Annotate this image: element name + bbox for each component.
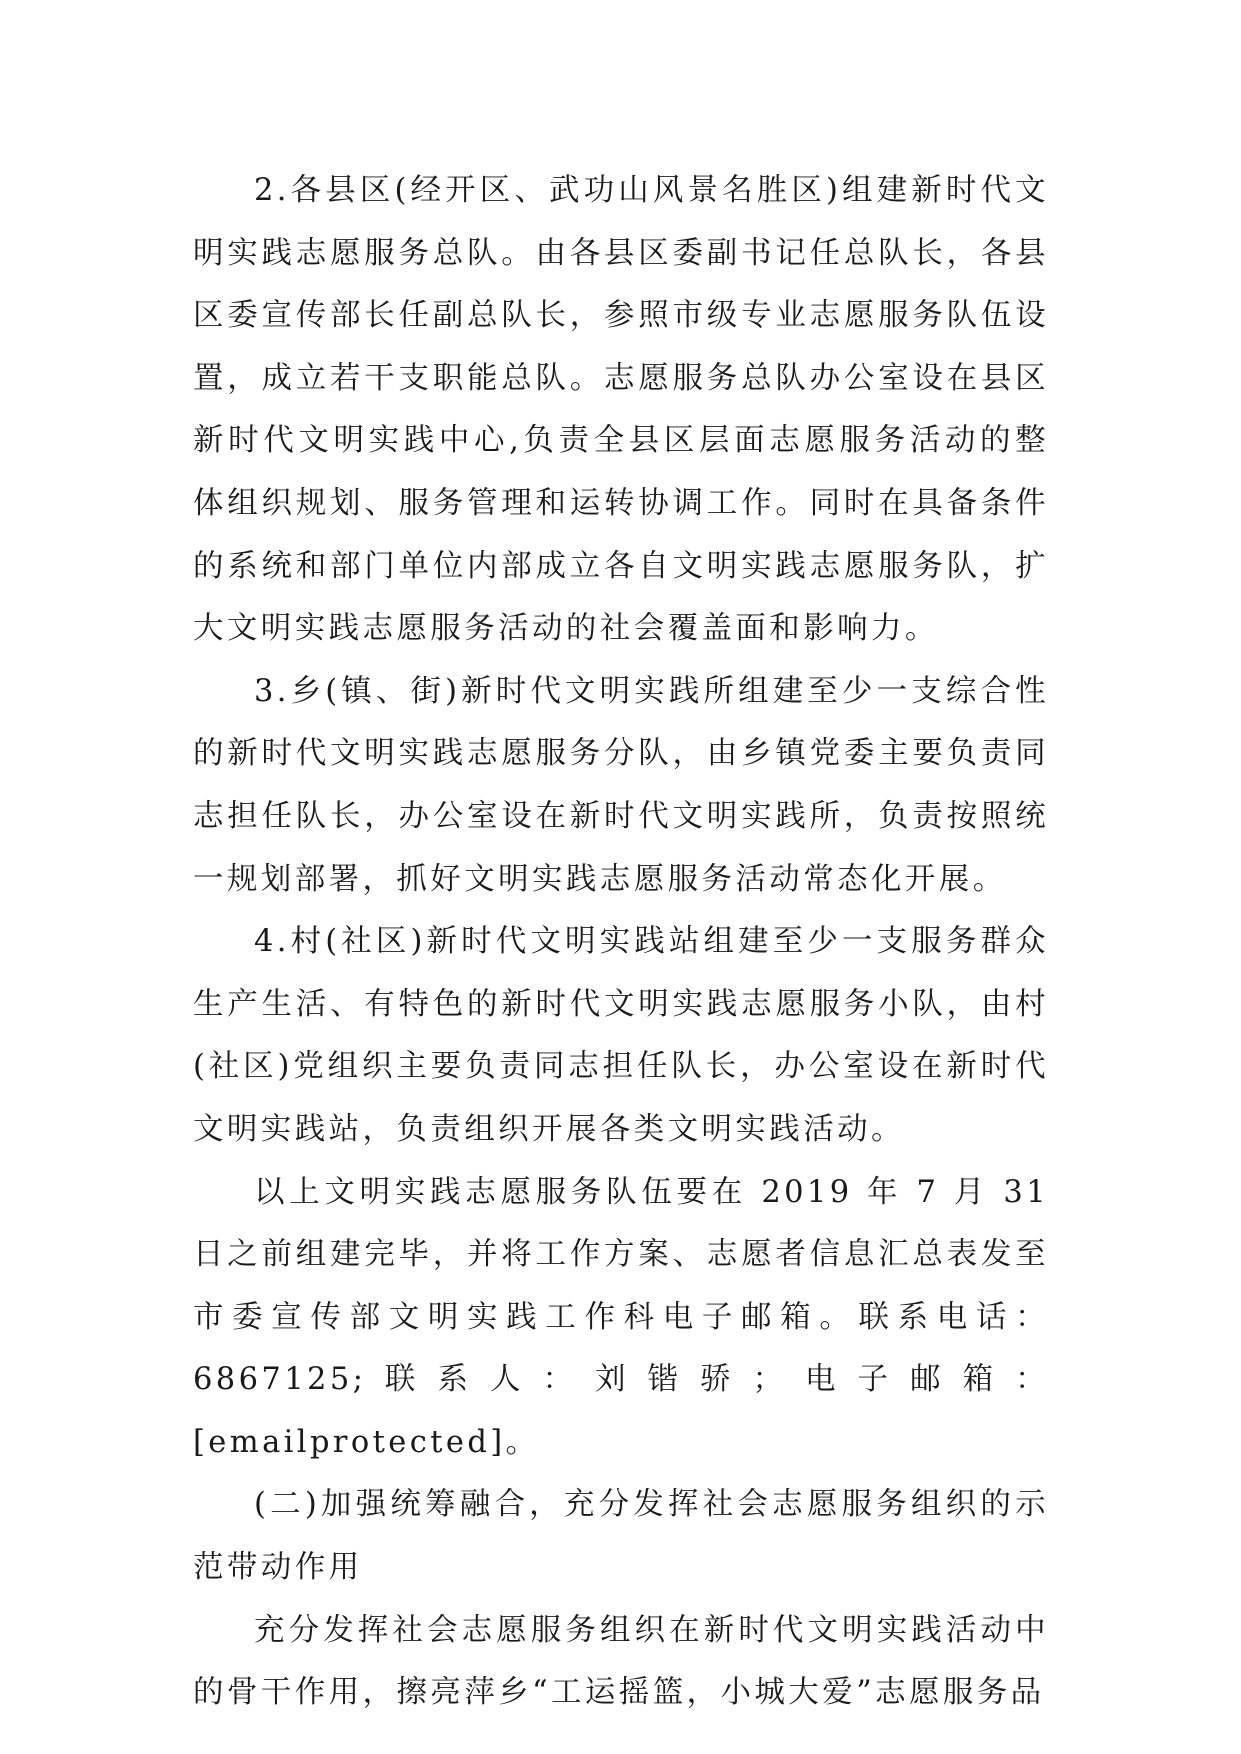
document-body: [193, 160, 1049, 1725]
paragraph-social-organizations: 充分发挥社会志愿服务组织在新时代文明实践活动中的骨干作用，擦亮萍乡“工运摇篮，小城大爱”志愿服务品: [193, 1612, 1049, 1711]
section-heading-coordination: (二)加强统筹融合，充分发挥社会志愿服务组织的示范带动作用: [193, 1487, 1049, 1586]
paragraph-village-volunteer-team: 4.村(社区)新时代文明实践站组建至少一支服务群众生产生活、有特色的新时代文明实践志愿服务小队，由村(社区)党组织主要负责同志担任队长，办公室设在新时代文明实践站，负责组织开展各类文明实践活动。: [193, 924, 1049, 1147]
paragraph-township-volunteer-squad: 3.乡(镇、街)新时代文明实践所组建至少一支综合性的新时代文明实践志愿服务分队，由乡镇党委主要负责同志担任队长，办公室设在新时代文明实践所，负责按照统一规划部署，抓好文明实践志愿服务活动常态化开展。: [193, 673, 1049, 897]
paragraph-county-volunteer-corps: 2.各县区(经开区、武功山风景名胜区)组建新时代文明实践志愿服务总队。由各县区委副书记任总队长，各县区委宣传部长任副总队长，参照市级专业志愿服务队伍设置，成立若干支职能总队。志愿服务总队办公室设在县区新时代文明实践中心,负责全县区层面志愿服务活动的整体组织规划、服务管理和运转协调工作。同时在具备条件的系统和部门单位内部成立各自文明实践志愿服务队，扩大文明实践志愿服务活动的社会覆盖面和影响力。: [193, 173, 1049, 647]
paragraph-deadline-contact: 以上文明实践志愿服务队伍要在 2019 年 7 月 31 日之前组建完毕，并将工作方案、志愿者信息汇总表发至市委宣传部文明实践工作科电子邮箱。联系电话：6867125;联系人：刘锴骄；电子邮箱：[emailprotected]。: [193, 1174, 1049, 1460]
